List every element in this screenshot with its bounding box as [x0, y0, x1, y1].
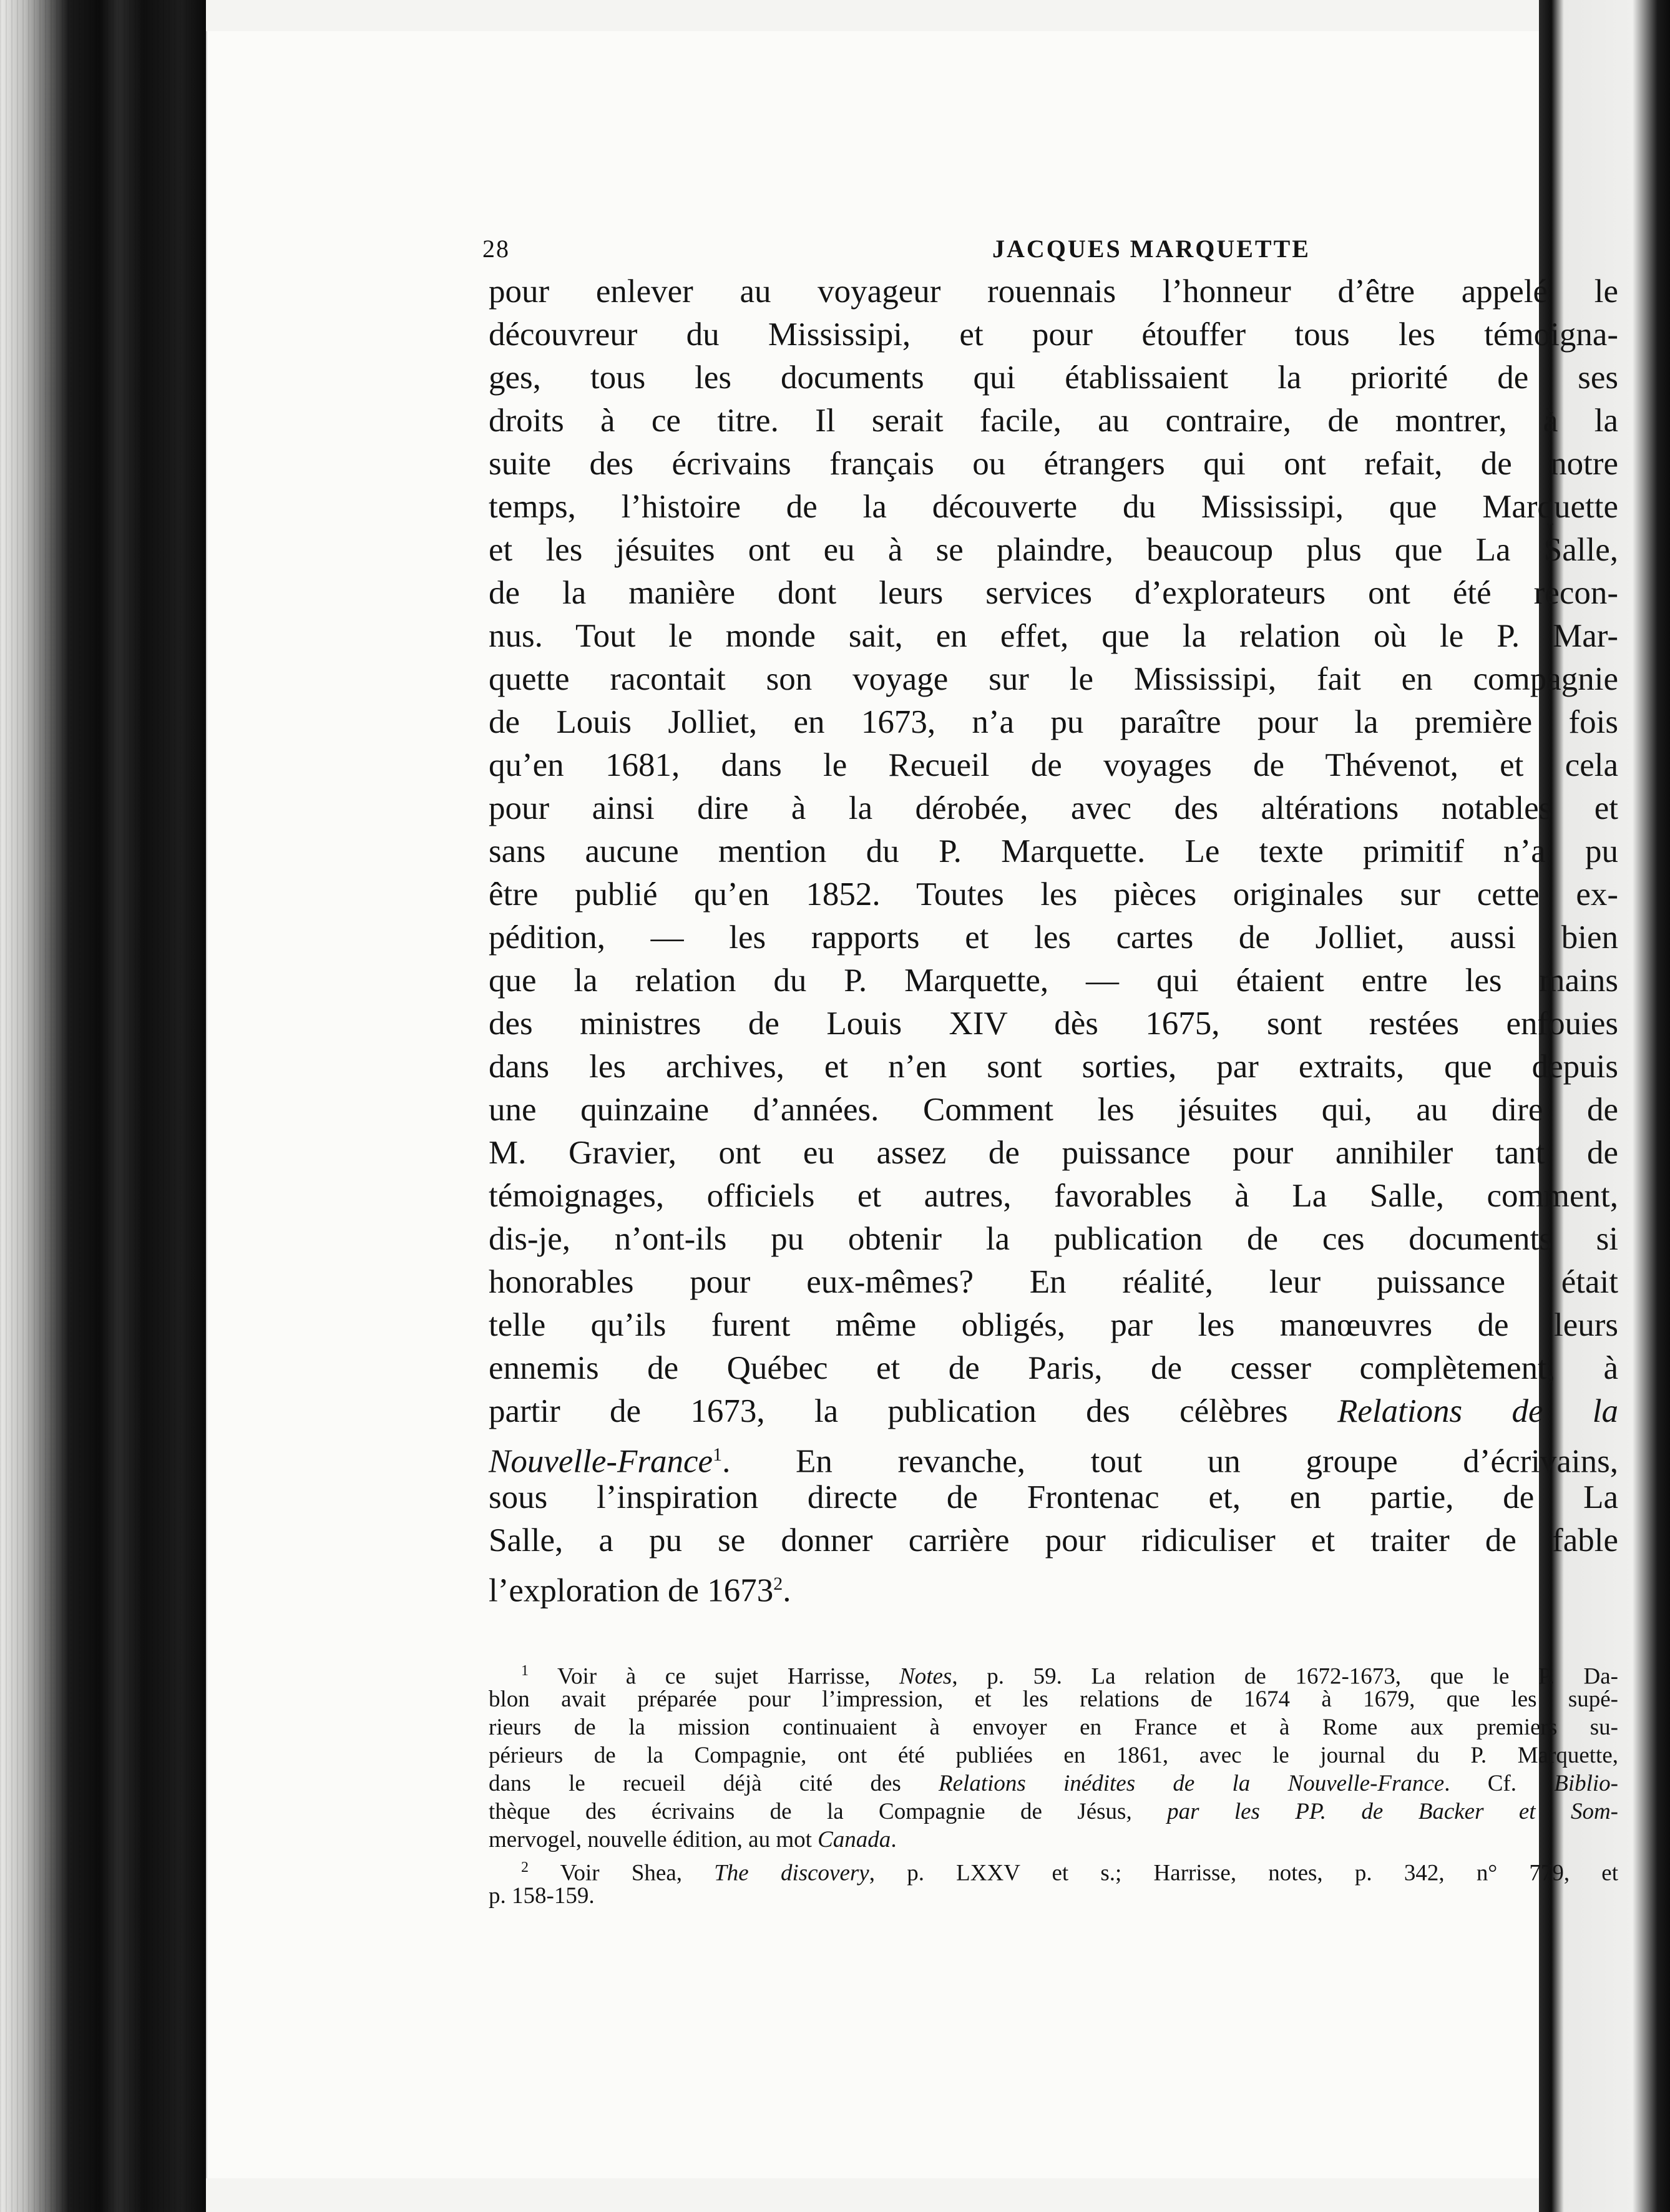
body-line: que la relation du P. Marquette, — qui étaient entre les mains	[489, 962, 1618, 999]
body-line: l’exploration de 1673$^2$.	[489, 1572, 791, 1609]
body-line: et les jésuites ont eu à se plaindre, beaucoup plus que La Salle,	[489, 532, 1618, 568]
body-text	[489, 270, 1618, 1609]
body-line: suite des écrivains français ou étrangers qui ont refait, de notre	[489, 446, 1618, 482]
scan-left-book-edge	[0, 0, 206, 2212]
body-line: sans aucune mention du P. Marquette. Le texte primitif n’a pu	[489, 833, 1618, 869]
footnote-marker: 2	[773, 1573, 783, 1594]
footnote-line: thèque des écrivains de la Compagnie de Jésus, par les PP. de Backer et Som-	[489, 1799, 1618, 1824]
footnote-line: $^2$ Voir Shea, The discovery, p. LXXV et s.; Harrisse, notes, p. 342, n° 779, et	[521, 1859, 1618, 1886]
body-line: être publié qu’en 1852. Toutes les pièces originales sur cette ex-	[489, 876, 1618, 913]
footnote-line: mervogel, nouvelle édition, au mot Canada.	[489, 1827, 897, 1852]
body-line: dans les archives, et n’en sont sorties, par extraits, que depuis	[489, 1049, 1618, 1085]
body-line: pédition, — les rapports et les cartes de Jolliet, aussi bien	[489, 919, 1618, 956]
body-line: partir de 1673, la publication des célèbres Relations de la	[489, 1393, 1618, 1429]
running-title: JACQUES MARQUETTE	[992, 235, 1311, 263]
body-line: découvreur du Mississipi, et pour étouffer tous les témoigna-	[489, 316, 1618, 353]
footnote-line: dans le recueil déjà cité des Relations inédites de la Nouvelle-France. Cf. Biblio-	[489, 1771, 1618, 1796]
page-number: 28	[482, 235, 510, 263]
body-line: nus. Tout le monde sait, en effet, que la relation où le P. Mar-	[489, 618, 1618, 654]
footnote-line: périeurs de la Compagnie, ont été publiées en 1861, avec le journal du P. Marquette,	[489, 1743, 1618, 1768]
body-line: de la manière dont leurs services d’explorateurs ont été recon-	[489, 575, 1618, 611]
footnote-line: $^1$ Voir à ce sujet Harrisse, Notes, p. 59. La relation de 1672-1673, que le P. Da-	[521, 1663, 1618, 1690]
body-line: une quinzaine d’années. Comment les jésuites qui, au dire de	[489, 1092, 1618, 1128]
book-page	[206, 31, 1618, 2178]
body-line: Nouvelle-France$^1$. En revanche, tout un groupe d’écrivains,	[489, 1443, 1618, 1480]
footnotes	[489, 1657, 1618, 1910]
body-line: droits à ce titre. Il serait facile, au contraire, de montrer, à la	[489, 403, 1618, 439]
body-line: pour enlever au voyageur rouennais l’honneur d’être appelé le	[489, 273, 1618, 310]
footnote-number: 2	[521, 1859, 529, 1876]
body-line: honorables pour eux-mêmes? En réalité, leur puissance était	[489, 1264, 1618, 1300]
footnote-number: 1	[521, 1663, 529, 1679]
body-line: temps, l’histoire de la découverte du Mississipi, que Marquette	[489, 489, 1618, 525]
footnote-line: rieurs de la mission continuaient à envoyer en France et à Rome aux premiers su-	[489, 1715, 1618, 1740]
body-line: de Louis Jolliet, en 1673, n’a pu paraître pour la première fois	[489, 704, 1618, 740]
footnote-line: p. 158-159.	[489, 1883, 595, 1909]
footnote-line: blon avait préparée pour l’impression, et les relations de 1674 à 1679, que les supé-	[489, 1686, 1618, 1712]
body-line: ges, tous les documents qui établissaient la priorité de ses	[489, 360, 1618, 396]
body-line: pour ainsi dire à la dérobée, avec des altérations notables et	[489, 790, 1618, 826]
body-line: témoignages, officiels et autres, favorables à La Salle, comment,	[489, 1178, 1618, 1214]
body-line: des ministres de Louis XIV dès 1675, sont restées enfouies	[489, 1006, 1618, 1042]
body-line: telle qu’ils furent même obligés, par les manœuvres de leurs	[489, 1307, 1618, 1343]
body-line: qu’en 1681, dans le Recueil de voyages de Thévenot, et cela	[489, 747, 1618, 783]
body-line: M. Gravier, ont eu assez de puissance pour annihiler tant de	[489, 1135, 1618, 1171]
footnote-marker: 1	[713, 1444, 723, 1465]
body-line: dis-je, n’ont-ils pu obtenir la publication de ces documents si	[489, 1221, 1618, 1257]
body-line: quette racontait son voyage sur le Mississipi, fait en compagnie	[489, 661, 1618, 697]
body-line: ennemis de Québec et de Paris, de cesser complètement, à	[489, 1350, 1618, 1386]
body-line: Salle, a pu se donner carrière pour ridiculiser et traiter de fable	[489, 1522, 1618, 1559]
body-line: sous l’inspiration directe de Frontenac et, en partie, de La	[489, 1479, 1618, 1515]
